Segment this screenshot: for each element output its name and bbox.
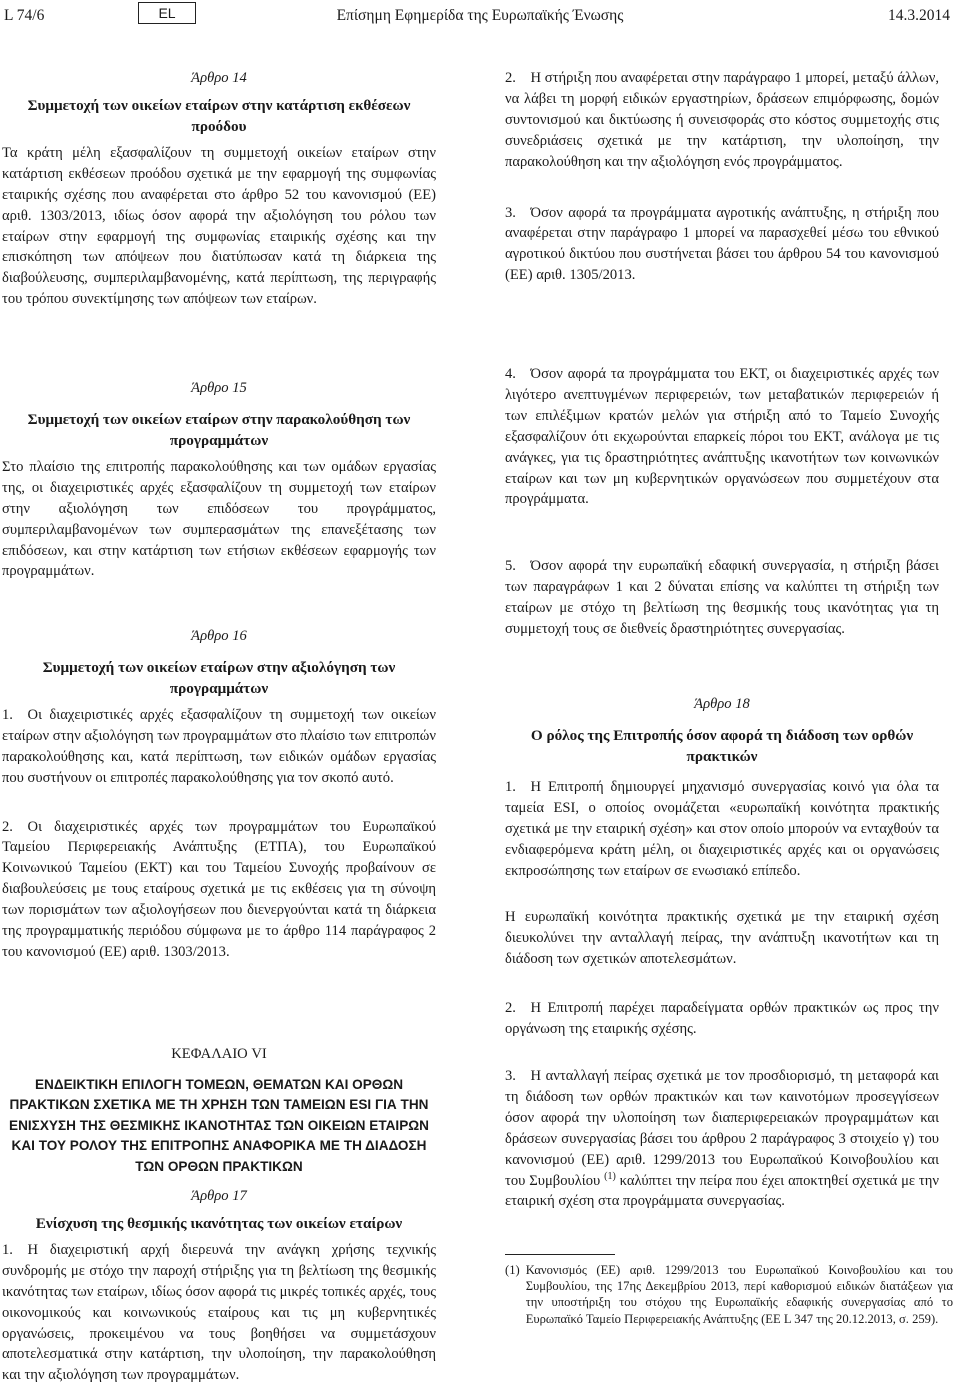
- footnote-divider: [505, 1254, 615, 1255]
- paragraph-2: 2. Η Επιτροπή παρέχει παραδείγματα ορθών πρακτικών ως προς την οργάνωση της εταιρικής σχέσης.: [505, 1000, 939, 1038]
- paragraph-2: 2. Οι διαχειριστικές αρχές των προγραμμάτων του Ευρωπαϊκού Ταμείου Περιφερειακής Ανάπτυξης (ΕΤΠΑ), του Ευρωπαϊκού Κοινωνικού Ταμείου (ΕΚΤ) και του Ταμείου Συνοχής προβαίνουν σε διαβουλεύσεις με τους εταίρους σχετικά με τις εκθέσεις για τη σύνοψη των πορισμάτων των αξιολογήσεων που διενεργούνται κατά τη διάρκεια της προγραμματικής περιόδου σύμφωνα με το άρθρο 114 παράγραφος 2 του κανονισμού (ΕΕ) αριθ. 1303/2013.: [2, 818, 436, 960]
- page-header: [0, 0, 960, 36]
- article-title: Συμμετοχή των οικείων εταίρων στην κατάρτιση εκθέσεων προόδου: [27, 96, 411, 135]
- article-18: [505, 694, 939, 1212]
- footnote: [505, 1262, 953, 1327]
- language-badge: EL: [138, 2, 196, 24]
- article-17-paragraphs-4-5: [505, 364, 939, 640]
- article-number: Άρθρο 17: [191, 1188, 247, 1204]
- paragraph-1: 1. Οι διαχειριστικές αρχές εξασφαλίζουν τη συμμετοχή των οικείων εταίρων στην αξιολόγηση των προγραμμάτων στο πλαίσιο των επιτροπών παρακολούθησης και, κατά περίπτωση, των ειδικών ομάδων εργασίας που συστήνουν οι επιτροπές παρακολούθησης για τον σκοπό αυτό.: [2, 706, 436, 786]
- chapter-title: ΕΝΔΕΙΚΤΙΚΗ ΕΠΙΛΟΓΗ ΤΟΜΕΩΝ, ΘΕΜΑΤΩΝ ΚΑΙ ΟΡΘΩΝ ΠΡΑΚΤΙΚΩΝ ΣΧΕΤΙΚΑ ΜΕ ΤΗ ΧΡΗΣΗ ΤΩΝ ΤΑΜΕΙΩΝ ESI ΓΙΑ ΤΗΝ ΕΝΙΣΧΥΣΗ ΤΗΣ ΘΕΣΜΙΚΗΣ ΙΚΑΝΟΤΗΤΑΣ ΤΩΝ ΟΙΚΕΙΩΝ ΕΤΑΙΡΩΝ ΚΑΙ ΤΟΥ ΡΟΛΟΥ ΤΗΣ ΕΠΙΤΡΟΠΗΣ ΑΝΑΦΟΡΙΚΑ ΜΕ ΤΗ ΔΙΑΔΟΣΗ ΤΩΝ ΟΡΘΩΝ ΠΡΑΚΤΙΚΩΝ: [9, 1076, 429, 1174]
- paragraph-3-text-b: καλύπτει την πείρα που έχει αποκτηθεί σχετικά με την εταιρική σχέση στα προγράμματα συνεργασίας.: [505, 1172, 940, 1210]
- article-title: Ο ρόλος της Επιτροπής όσον αφορά τη διάδοση των ορθών πρακτικών: [530, 726, 914, 765]
- article-title: Συμμετοχή των οικείων εταίρων στην παρακολούθηση των προγραμμάτων: [27, 410, 411, 449]
- paragraph-4: 4. Όσον αφορά τα προγράμματα του ΕΚΤ, οι διαχειριστικές αρχές των λιγότερο ανεπτυγμένων περιφερειών, των μεταβατικών περιφερειών ή των επιλέξιμων κρατών μελών για στήριξη από το Ταμείο Συνοχής εξασφαλίζουν ότι εκχωρούνται επαρκείς πόροι του ΕΚΤ, ανάλογα με τις ανάγκες, για τις δραστηριότητες ανάπτυξης ικανοτήτων των κοινωνικών εταίρων και των μη κυβερνητικών οργανώσεων που συμμετέχουν στα προγράμματα.: [505, 366, 939, 508]
- paragraph-3: [505, 1066, 939, 1212]
- footnote-text: Κανονισμός (ΕΕ) αριθ. 1299/2013 του Ευρωπαϊκού Κοινοβουλίου και του Συμβουλίου, της 17ης Δεκεμβρίου 2013, περί καθορισμού ειδικών διατάξεων για την υποστήριξη του στόχου της Ευρωπαϊκής εδαφικής συνεργασίας από το Ευρωπαϊκό Ταμείο Περιφερειακής Ανάπτυξης (ΕΕ L 347 της 20.12.2013, σ. 259).: [525, 1263, 953, 1326]
- footnote-reference[interactable]: (1): [604, 1170, 616, 1182]
- paragraph-3: 3. Όσον αφορά τα προγράμματα αγροτικής ανάπτυξης, η στήριξη που αναφέρεται στην παράγραφο 1 μπορεί να παρασχεθεί μέσω του εθνικού αγροτικού δικτύου που συστήνεται βάσει του άρθρου 54 του κανονισμού (ΕΕ) αριθ. 1305/2013.: [505, 204, 939, 284]
- article-17-continued: [505, 68, 939, 286]
- journal-title: Επίσημη Εφημερίδα της Ευρωπαϊκής Ένωσης: [336, 7, 624, 24]
- article-number: Άρθρο 18: [694, 696, 750, 712]
- article-title: Συμμετοχή των οικείων εταίρων στην αξιολόγηση των προγραμμάτων: [42, 658, 396, 697]
- article-17: [2, 1186, 436, 1386]
- paragraph-5: 5. Όσον αφορά την ευρωπαϊκή εδαφική συνεργασία, η στήριξη βάσει των παραγράφων 1 και 2 δύναται επίσης να καλύπτει τη στήριξη των εταίρων με στόχο τη βελτίωση της θεσμικής τους ικανότητας για τη συμμετοχή τους σε διεθνείς δραστηριότητες συνεργασίας.: [505, 558, 939, 638]
- paragraph-2: 2. Η στήριξη που αναφέρεται στην παράγραφο 1 μπορεί, μεταξύ άλλων, να λάβει τη μορφή ειδικών εργαστηρίων, δράσεων επιμόρφωσης, δομών συντονισμού και δικτύωσης ή συνεισφοράς στο κόστος συμμετοχής στις συνεδριάσεις σχετικά με την κατάρτιση, την υλοποίηση, την παρακολούθηση και την αξιολόγηση ενός προγράμματος.: [505, 70, 939, 170]
- paragraph-1: 1. Η διαχειριστική αρχή διερευνά την ανάγκη χρήσης τεχνικής συνδρομής με στόχο την παροχή στήριξης για τη βελτίωση της θεσμικής ικανότητας των εταίρων, ιδίως όσον αφορά τις μικρές τοπικές αρχές, τους οικονομικούς και κοινωνικούς εταίρους και τις μη κυβερνητικές οργανώσεις, προκειμένου να τους βοηθήσει να συμμετάσχουν αποτελεσματικά στην κατάρτιση, την υλοποίηση, την παρακολούθηση και την αξιολόγηση των προγραμμάτων.: [2, 1241, 436, 1384]
- page-number: L 74/6: [4, 7, 45, 24]
- article-number: Άρθρο 14: [191, 70, 247, 86]
- paragraph: Στο πλαίσιο της επιτροπής παρακολούθησης και των ομάδων εργασίας της, οι διαχειριστικές αρχές εξασφαλίζουν τη συμμετοχή των εταίρων στην αξιολόγηση των επιδόσεων του προγράμματος, συμπεριλαμβανομένων των συμπερασμάτων της επανεξέτασης των επιδόσεων, και στην κατάρτιση των ετήσιων εκθέσεων εφαρμογής των προγραμμάτων.: [2, 458, 436, 580]
- article-number: Άρθρο 15: [191, 380, 247, 396]
- paragraph-1: 1. Η Επιτροπή δημιουργεί μηχανισμό συνεργασίας κοινό για όλα τα ταμεία ESI, ο οποίος ονομάζεται «ευρωπαϊκή κοινότητα πρακτικής σχετικά με την εταιρική σχέση» και στον οποίο μπορούν να ενταχθούν τα ενδιαφερόμενα κράτη μέλη, οι διαχειριστικές αρχές και οι οργανώσεις εκπροσώπησης των εταίρων σε ενωσιακό επίπεδο.: [505, 778, 939, 879]
- paragraph-1-continued: Η ευρωπαϊκή κοινότητα πρακτικής σχετικά με την εταιρική σχέση διευκολύνει την ανταλλαγή πείρας, την ανάπτυξη ικανοτήτων και τη διάδοση των σχετικών αποτελεσμάτων.: [505, 909, 939, 968]
- article-16: [2, 626, 436, 963]
- article-number: Άρθρο 16: [191, 628, 247, 644]
- article-15: [2, 378, 436, 582]
- issue-date: 14.3.2014: [888, 7, 950, 24]
- chapter-number: ΚΕΦΑΛΑΙΟ VI: [171, 1046, 267, 1062]
- article-title: Ενίσχυση της θεσμικής ικανότητας των οικείων εταίρων: [35, 1214, 403, 1232]
- article-14: [2, 68, 436, 310]
- footnote-mark: (1): [505, 1263, 520, 1277]
- chapter-6: [2, 1044, 436, 1177]
- paragraph-3-text-a: 3. Η ανταλλαγή πείρας σχετικά με τον προσδιορισμό, τη μεταφορά και τη διάδοση των ορθών πρακτικών και των καινοτόμων προσεγγίσεων όσον αφορά την υλοποίηση των διαπεριφερειακών προγραμμάτων και δράσεων συνεργασίας βάσει του άρθρου 2 παράγραφος 3 στοιχείο γ) του κανονισμού (ΕΕ) αριθ. 1299/2013 του Ευρωπαϊκού Κοινοβουλίου και του Συμβουλίου: [505, 1067, 939, 1189]
- paragraph: Τα κράτη μέλη εξασφαλίζουν τη συμμετοχή οικείων εταίρων στην κατάρτιση εκθέσεων προόδου σχετικά με την εφαρμογή της συμφωνίας εταιρικής σχέσης που αναφέρεται στο άρθρο 52 του κανονισμού (ΕΕ) αριθ. 1303/2013, ιδίως όσον αφορά την αξιολόγηση του ρόλου των εταίρων στην εφαρμογή της συμφωνίας εταιρικής σχέσης και την επισκόπηση των απόψεων που διατύπωσαν κατά τη διάρκεια της διαβούλευσης, συμπεριλαμβανομένης, κατά περίπτωση, της περιγραφής του τρόπου συνεκτίμησης των απόψεων των εταίρων.: [2, 144, 436, 308]
